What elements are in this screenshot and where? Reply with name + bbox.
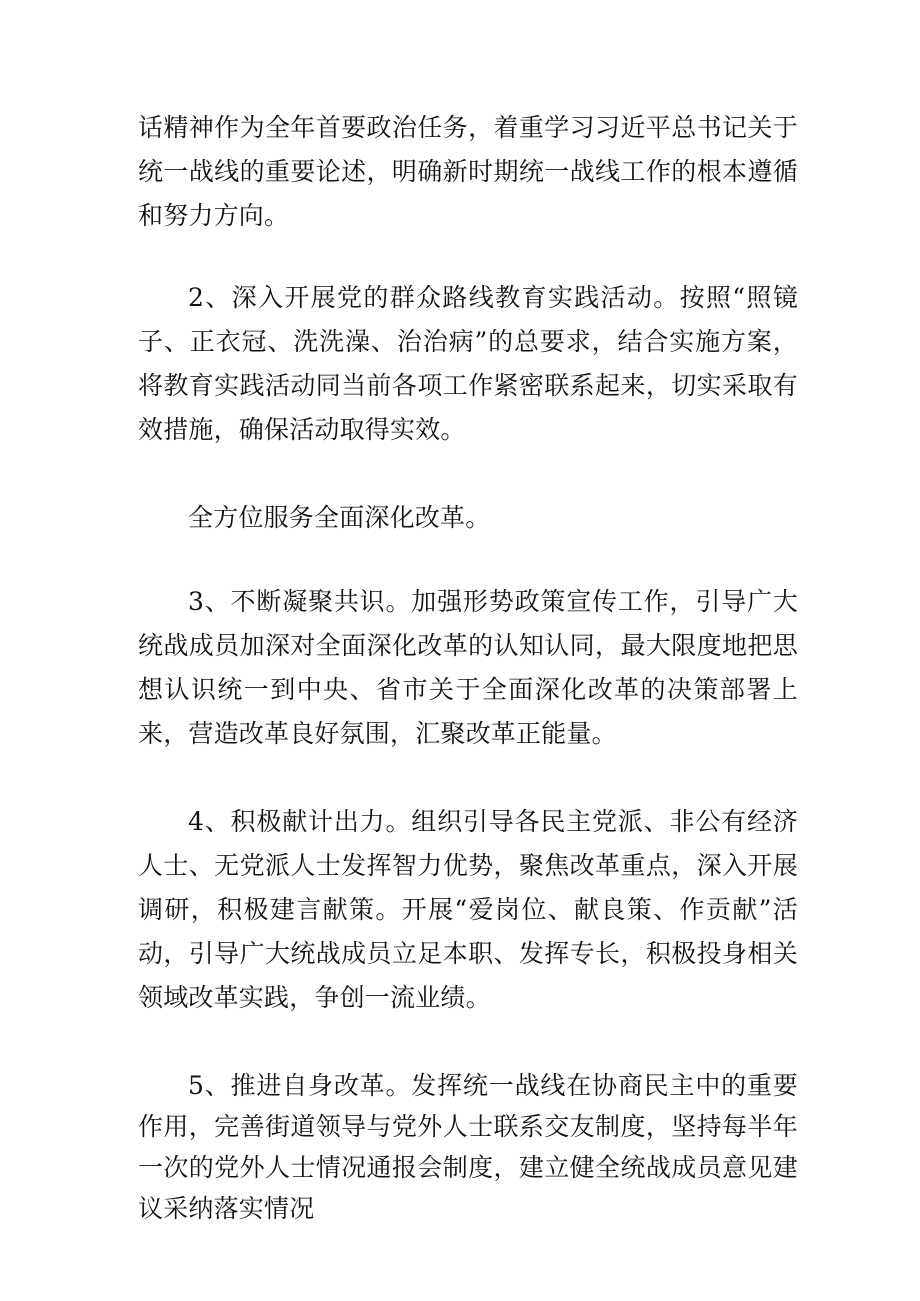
- paragraph-item-4: 4、积极献计出力。组织引导各民主党派、非公有经济人士、无党派人士发挥智力优势，聚焦改革重点，深入开展调研，积极建言献策。开展“爱岗位、献良策、作贡献”活动，引导广大统战成员立足本职、发挥专长，积极投身相关领域改革实践，争创一流业绩。: [138, 807, 798, 1012]
- section-heading: 全方位服务全面深化改革。: [188, 503, 491, 532]
- paragraph-item-5: 5、推进自身改革。发挥统一战线在协商民主中的重要作用，完善街道领导与党外人士联系交友制度，坚持每半年一次的党外人士情况通报会制度，建立健全统战成员意见建议采纳落实情况: [138, 1071, 798, 1223]
- paragraph-item-2: 2、深入开展党的群众路线教育实践活动。按照“照镜子、正衣冠、洗洗澡、治治病”的总要求，结合实施方案，将教育实践活动同当前各项工作紧密联系起来，切实采取有效措施，确保活动取得实效。: [138, 283, 798, 444]
- paragraph-item-3: 3、不断凝聚共识。加强形势政策宣传工作，引导广大统战成员加深对全面深化改革的认知认同，最大限度地把思想认识统一到中央、省市关于全面深化改革的决策部署上来，营造改革良好氛围，汇聚改革正能量。: [138, 587, 798, 748]
- paragraph-continuation: 话精神作为全年首要政治任务，着重学习习近平总书记关于统一战线的重要论述，明确新时期统一战线工作的根本遵循和努力方向。: [138, 113, 798, 230]
